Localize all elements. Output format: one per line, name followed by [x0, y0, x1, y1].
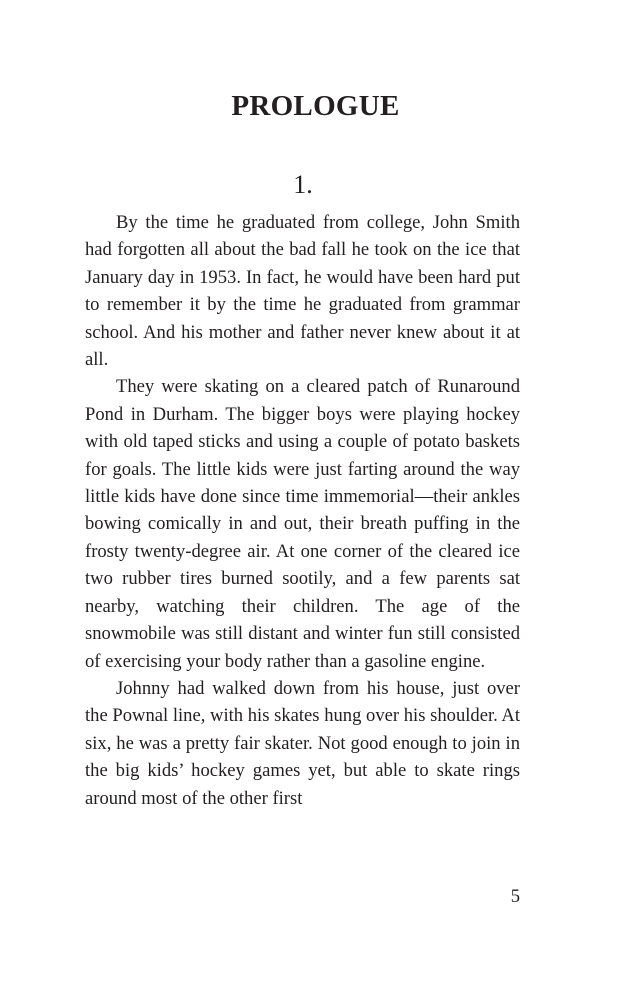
paragraph: They were skating on a cleared patch of Runaround Pond in Durham. The bigger boys were playing hockey with old taped sticks and using a couple of potato baskets for goals. The little kids were just farting around the way little kids have done since time immemorial—their ankles bowing comically in and out, their breath puffing in the frosty twenty-degree air. At one corner of the cleared ice two rubber tires burned sootily, and a few parents sat nearby, watching their children. The age of the snowmobile was still distant and winter fun still consisted of exercising your body rather than a gasoline engine.: [85, 376, 520, 672]
paragraph: By the time he graduated from college, John Smith had forgotten all about the bad fall he took on the ice that January day in 1953. In fact, he would have been hard put to remember it by the time he graduated from grammar school. And his mother and father never knew about it at all.: [85, 212, 520, 371]
body-text: [85, 209, 520, 812]
section-number: 1.: [293, 170, 313, 199]
paragraph: Johnny had walked down from his house, just over the Pownal line, with his skates hung over his shoulder. At six, he was a pretty fair skater. Not good enough to join in the big kids’ hockey games yet, but able to skate rings around most of the other first: [85, 677, 520, 809]
page-number: 5: [510, 886, 520, 907]
chapter-title: PROLOGUE: [231, 90, 400, 122]
